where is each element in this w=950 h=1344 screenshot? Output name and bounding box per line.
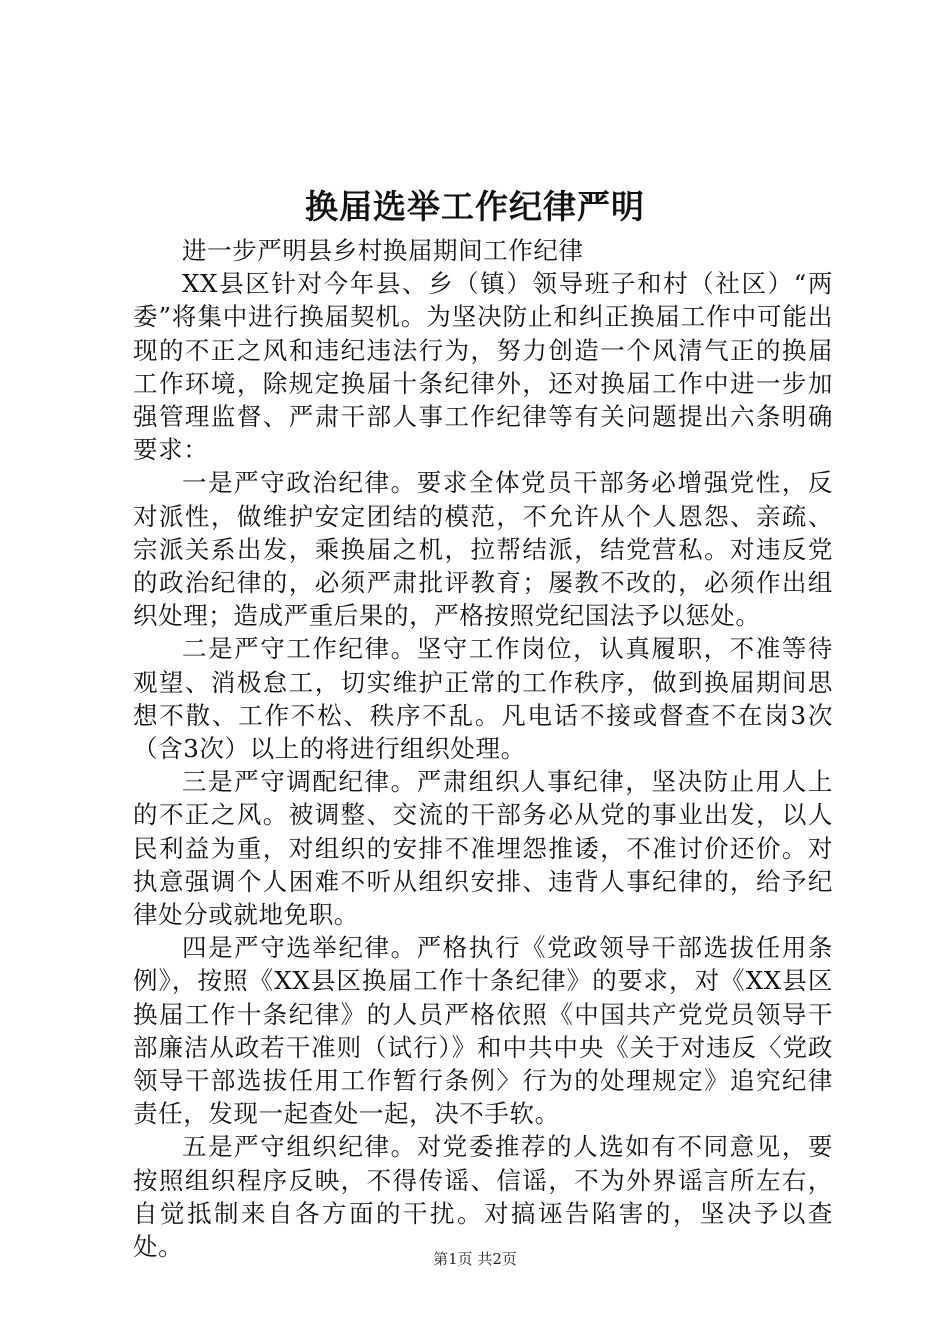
page-number-footer: 第1页 共2页: [433, 1250, 517, 1268]
rule-paragraph-4: 四是严守选举纪律。严格执行《党政领导干部选拔任用条例》，按照《XX县区换届工作十条纪律》的要求，对《XX县区换届工作十条纪律》的人员严格依照《中国共产党党员领导干部廉洁从政若干准则（试行）》和中共中央《关于对违反〈党政领导干部选拔任用工作暂行条例〉行为的处理规定》追究纪律责任，发现一起查处一起，决不手软。: [133, 933, 833, 1129]
rule-paragraph-3: 三是严守调配纪律。严肃组织人事纪律，坚决防止用人上的不正之风。被调整、交流的干部务必从党的事业出发，以人民利益为重，对组织的安排不准埋怨推诿，不准讨价还价。对执意强调个人困难不听从组织安排、违背人事纪律的，给予纪律处分或就地免职。: [133, 767, 833, 930]
rule-paragraph-5: 五是严守组织纪律。对党委推荐的人选如有不同意见，要按照组织程序反映，不得传谣、信谣，不为外界谣言所左右，自觉抵制来自各方面的干扰。对搞诬告陷害的，坚决予以查处。: [133, 1132, 833, 1262]
rule-paragraph-1: 一是严守政治纪律。要求全体党员干部务必增强党性，反对派性，做维护安定团结的模范，不允许从个人恩怨、亲疏、宗派关系出发，乘换届之机，拉帮结派，结党营私。对违反党的政治纪律的，必须严肃批评教育；屡教不改的，必须作出组织处理；造成严重后果的，严格按照党纪国法予以惩处。: [133, 468, 833, 631]
document-title: 换届选举工作纪律严明: [305, 187, 645, 226]
document-body: [133, 234, 833, 1263]
intro-paragraph: XX县区针对今年县、乡（镇）领导班子和村（社区）“两委”将集中进行换届契机。为坚决防止和纠正换届工作中可能出现的不正之风和违纪违法行为，努力创造一个风清气正的换届工作环境，除规定换届十条纪律外，还对换届工作中进一步加强管理监督、严肃干部人事工作纪律等有关问题提出六条明确要求：: [133, 269, 833, 465]
rule-paragraph-2: 二是严守工作纪律。坚守工作岗位，认真履职，不准等待观望、消极怠工，切实维护正常的工作秩序，做到换届期间思想不散、工作不松、秩序不乱。凡电话不接或督查不在岗3次（含3次）以上的将进行组织处理。: [133, 634, 833, 764]
subtitle-paragraph: 进一步严明县乡村换届期间工作纪律: [182, 236, 584, 265]
